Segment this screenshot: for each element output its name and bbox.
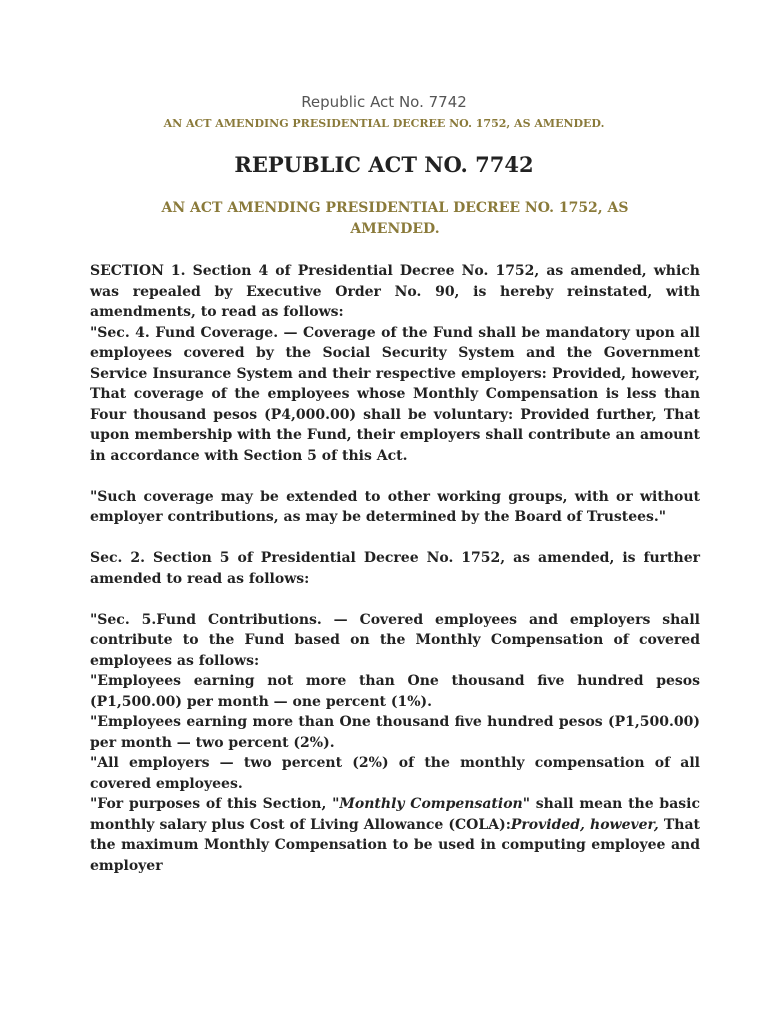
mc-text-a: "For purposes of this Section, [90, 796, 333, 812]
document-title: REPUBLIC ACT NO. 7742 [234, 152, 534, 177]
header-title: Republic Act No. 7742 [301, 93, 467, 111]
coverage-extension-paragraph: "Such coverage may be extended to other working groups, with or without employer contributions, as may be determined by the Board of Trustees." [90, 488, 700, 525]
mc-text-c: shall mean the basic monthly salary plus Cost of Living Allowance (COLA): [90, 796, 701, 833]
monthly-compensation-paragraph [90, 794, 700, 876]
section-1-paragraph: SECTION 1. Section 4 of Presidential Decree No. 1752, as amended, which was repealed by Executive Order No. 90, is hereby reinstated, with amendments, to read as follows: [90, 263, 700, 320]
employer-rate-paragraph: "All employers — two percent (2%) of the monthly compensation of all covered employees. [90, 755, 700, 792]
employee-rate-high-paragraph: "Employees earning more than One thousand five hundred pesos (P1,500.00) per month — two percent (2%). [90, 714, 700, 751]
employee-rate-low-paragraph: "Employees earning not more than One thousand five hundred pesos (P1,500.00) per month — one percent (1%). [90, 673, 700, 710]
mc-term: "Monthly Compensation" [332, 796, 531, 812]
section-2-paragraph: Sec. 2. Section 5 of Presidential Decree No. 1752, as amended, is further amended to read as follows: [90, 550, 700, 587]
document-subtitle: AN ACT AMENDING PRESIDENTIAL DECREE NO. 1752, AS AMENDED. [161, 200, 629, 237]
document-body [90, 261, 700, 876]
mc-proviso: Provided, however, [510, 816, 659, 833]
header-subtitle: AN ACT AMENDING PRESIDENTIAL DECREE NO. 1752, AS AMENDED. [163, 117, 605, 130]
mc-text-e: That the maximum Monthly Compensation to be used in computing employee and employer [90, 816, 700, 874]
sec-5-paragraph: "Sec. 5.Fund Contributions. — Covered employees and employers shall contribute to the Fund based on the Monthly Compensation of covered employees as follows: [90, 611, 700, 669]
sec-4-paragraph: "Sec. 4. Fund Coverage. — Coverage of the Fund shall be mandatory upon all employees covered by the Social Security System and the Government Service Insurance System and their respective employers: Provided, however, That coverage of the employees whose Monthly Compensation is less than Four thousand pesos (P4,000.00) shall be voluntary: Provided further, That upon membership with the Fund, their employers shall contribute an amount in accordance with Section 5 of this Act. [90, 324, 700, 464]
